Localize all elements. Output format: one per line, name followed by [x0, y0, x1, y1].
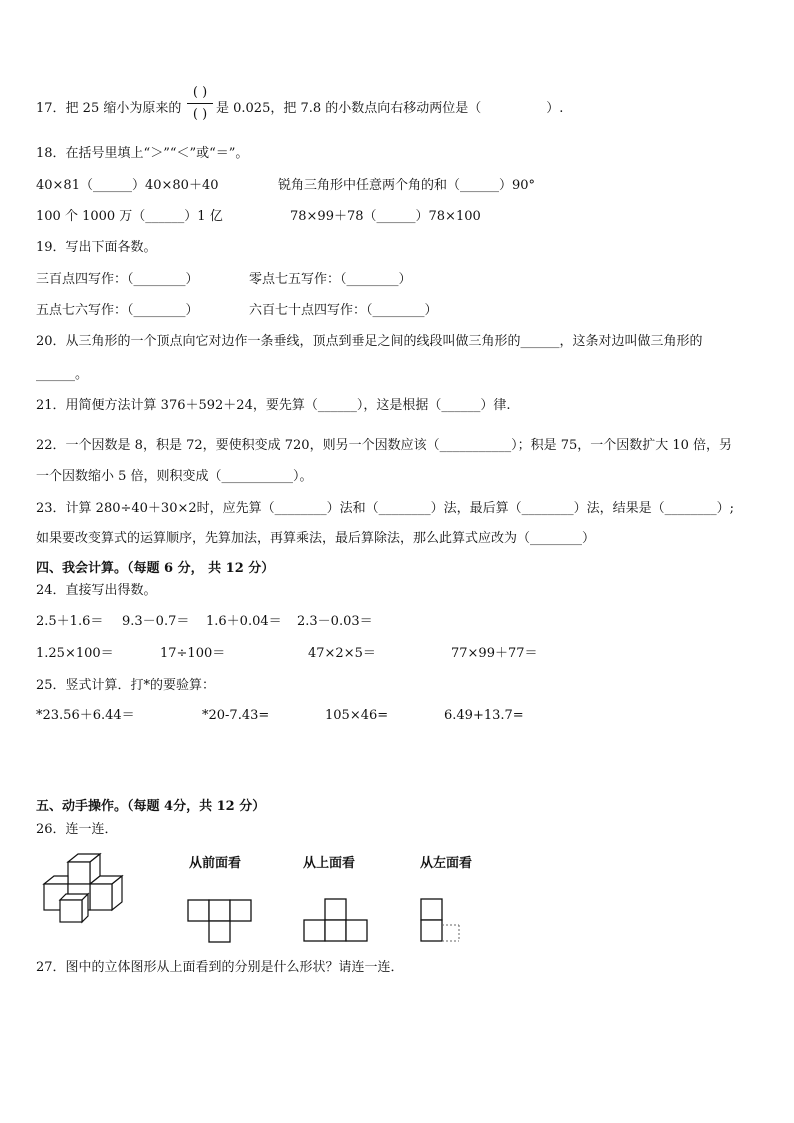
section5-title: 五、动手操作。（每题 4分，共 12 分）: [36, 799, 266, 814]
q21-text: 21．用简便方法计算 376＋592＋24，要先算（______），这是根据（______）律.: [36, 398, 511, 413]
q25-item: 105×46=: [325, 708, 389, 723]
q26-label-front: 从前面看: [189, 856, 242, 871]
q26-label-top: 从上面看: [303, 856, 356, 871]
front-view-shape: [187, 898, 257, 944]
q19-item-d: 六百七十点四写作：（________）: [249, 303, 438, 318]
left-view-shape: [419, 897, 469, 943]
q24-row1-item: 9.3－0.7＝: [122, 614, 190, 629]
q18-row2-right: 78×99＋78（______）78×100: [290, 209, 481, 224]
q26-label-left: 从左面看: [420, 856, 473, 871]
q17-fraction-bar: [187, 103, 213, 104]
top-view-shape: [303, 897, 373, 943]
q24-row1-item: 1.6＋0.04＝: [206, 614, 282, 629]
cube-stack-figure: [42, 852, 142, 932]
q26-title: 26．连一连．: [36, 822, 118, 837]
q19-title: 19．写出下面各数。: [36, 240, 157, 255]
q18-row1-left: 40×81（______）40×80＋40: [36, 178, 219, 193]
q27-text: 27．图中的立体图形从上面看到的分别是什么形状？请连一连．: [36, 960, 404, 975]
q18-row2-left: 100 个 1000 万（______）1 亿: [36, 209, 223, 224]
q25-item: *23.56＋6.44＝: [36, 708, 135, 723]
q25-title: 25．竖式计算．打*的要验算：: [36, 678, 216, 693]
q17-fraction-numerator: ( ): [192, 85, 208, 100]
q24-row1-item: 2.3－0.03＝: [297, 614, 373, 629]
q24-row1-item: 2.5＋1.6＝: [36, 614, 104, 629]
q24-title: 24．直接写出得数。: [36, 583, 157, 598]
q19-item-a: 三百点四写作：（________）: [36, 272, 199, 287]
q23-line1: 23．计算 280÷40＋30×2时，应先算（________）法和（________）法，最后算（________）法，结果是（________）;: [36, 501, 735, 516]
q20-line2: ______。: [36, 367, 89, 382]
q18-row1-right: 锐角三角形中任意两个角的和（______）90°: [278, 178, 536, 193]
q25-item: 6.49+13.7=: [444, 708, 524, 723]
q23-line2: 如果要改变算式的运算顺序，先算加法，再算乘法，最后算除法，那么此算式应改为（________）: [36, 531, 596, 546]
q22-line1: 22．一个因数是 8，积是 72，要使积变成 720，则另一个因数应该（___________）；积是 75，一个因数扩大 10 倍，另: [36, 438, 733, 453]
q18-title: 18．在括号里填上“＞”“＜”或“＝”。: [36, 146, 249, 161]
q17-prefix: 17．把 25 缩小为原来的: [36, 101, 182, 116]
q22-line2: 一个因数缩小 5 倍，则积变成（___________）。: [36, 469, 313, 484]
q19-item-b: 零点七五写作：（________）: [249, 272, 412, 287]
q20-line1: 20．从三角形的一个顶点向它对边作一条垂线，顶点到垂足之间的线段叫做三角形的______，这条对边叫做三角形的: [36, 334, 703, 349]
q24-row2-item: 1.25×100＝: [36, 646, 114, 661]
q24-row2-item: 77×99＋77＝: [451, 646, 538, 661]
q19-item-c: 五点七六写作：（________）: [36, 303, 199, 318]
q17-fraction-denominator: ( ): [192, 107, 208, 122]
q17-suffix: 是 0.025，把 7.8 的小数点向右移动两位是（ ）.: [216, 101, 564, 116]
q24-row2-item: 47×2×5＝: [308, 646, 376, 661]
section4-title: 四、我会计算。（每题 6 分， 共 12 分）: [36, 561, 275, 576]
q25-item: *20-7.43=: [202, 708, 270, 723]
q24-row2-item: 17÷100＝: [160, 646, 226, 661]
